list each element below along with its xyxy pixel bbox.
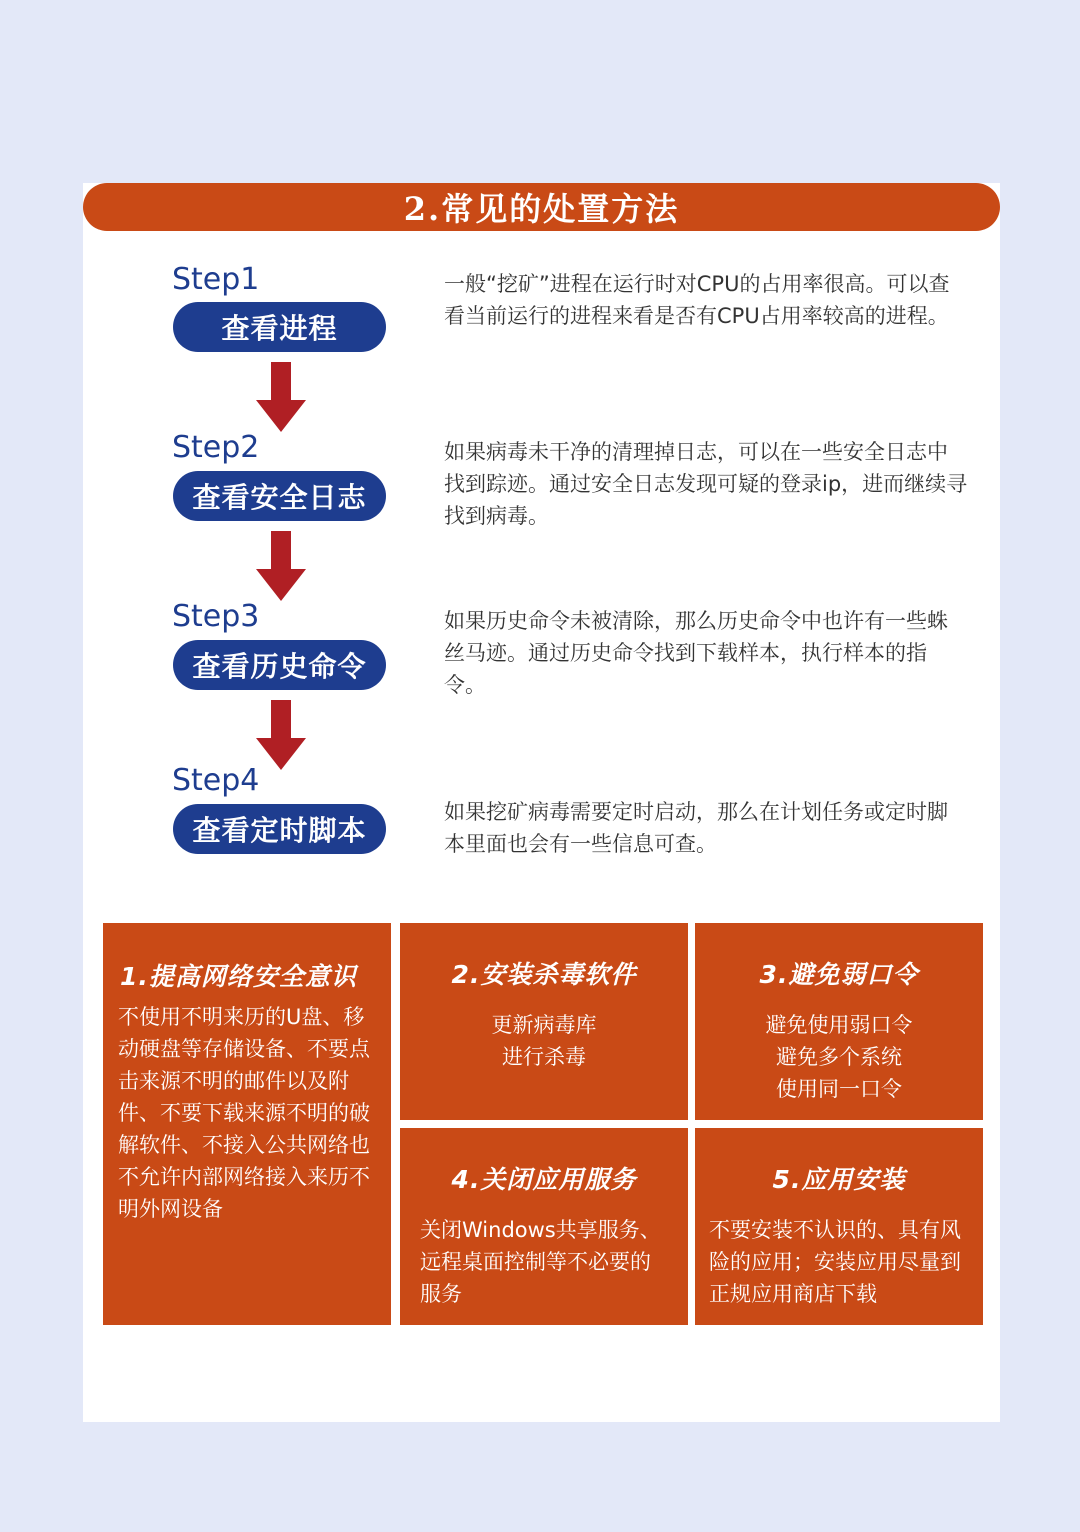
arrow-down-icon xyxy=(256,700,306,770)
step-2-label: Step2 xyxy=(172,430,260,465)
step-3-pill: 查看历史命令 xyxy=(173,640,386,690)
tip-card-weak-password xyxy=(695,923,983,1120)
step-1-description: 一般“挖矿”进程在运行时对CPU的占用率很高。可以查看当前运行的进程来看是否有CPU占用率较高的进程。 xyxy=(444,272,950,328)
arrow-down-icon xyxy=(256,362,306,432)
step-3-label: Step3 xyxy=(172,599,260,634)
tip-line: 避免多个系统 xyxy=(776,1045,902,1069)
tip-card-close-services xyxy=(400,1128,688,1325)
tip-line: 进行杀毒 xyxy=(502,1045,586,1069)
tip-line: 避免使用弱口令 xyxy=(765,1013,913,1037)
step-3-description: 如果历史命令未被清除，那么历史命令中也许有一些蛛丝马迹。通过历史命令找到下载样本，执行样本的指令。 xyxy=(444,609,948,697)
tip-card-app-install xyxy=(695,1128,983,1325)
tip-body: 关闭Windows共享服务、远程桌面控制等不必要的服务 xyxy=(420,1218,661,1306)
tip-line: 更新病毒库 xyxy=(491,1013,597,1037)
arrow-down-icon xyxy=(256,531,306,601)
step-2-description: 如果病毒未干净的清理掉日志，可以在一些安全日志中找到踪迹。通过安全日志发现可疑的登录ip，进而继续寻找到病毒。 xyxy=(444,440,968,528)
tip-line: 使用同一口令 xyxy=(776,1077,902,1101)
step-1-label: Step1 xyxy=(172,262,260,297)
step-4-pill: 查看定时脚本 xyxy=(173,804,386,854)
tip-card-security-awareness xyxy=(103,923,391,1325)
tip-title: 2.安装杀毒软件 xyxy=(451,960,637,989)
step-2-pill: 查看安全日志 xyxy=(173,471,386,521)
tip-body: 不要安装不认识的、具有风险的应用；安装应用尽量到正规应用商店下载 xyxy=(709,1218,961,1306)
tip-title: 5.应用安装 xyxy=(772,1165,906,1194)
section-title: 2.常见的处置方法 xyxy=(83,183,1000,231)
tip-body: 不使用不明来历的U盘、移动硬盘等存储设备、不要点击来源不明的邮件以及附件、不要下载来源不明的破解软件、不接入公共网络也不允许内部网络接入来历不明外网设备 xyxy=(118,1005,370,1221)
tip-body xyxy=(695,1009,983,1105)
step-4-label: Step4 xyxy=(172,763,260,798)
step-4-description: 如果挖矿病毒需要定时启动，那么在计划任务或定时脚本里面也会有一些信息可查。 xyxy=(444,800,948,856)
tip-title: 3.避免弱口令 xyxy=(759,960,919,989)
tip-body xyxy=(400,1009,688,1073)
step-1-pill: 查看进程 xyxy=(173,302,386,352)
tip-title: 4.关闭应用服务 xyxy=(451,1165,637,1194)
tip-title: 1.提高网络安全意识 xyxy=(120,962,357,991)
tip-card-antivirus xyxy=(400,923,688,1120)
